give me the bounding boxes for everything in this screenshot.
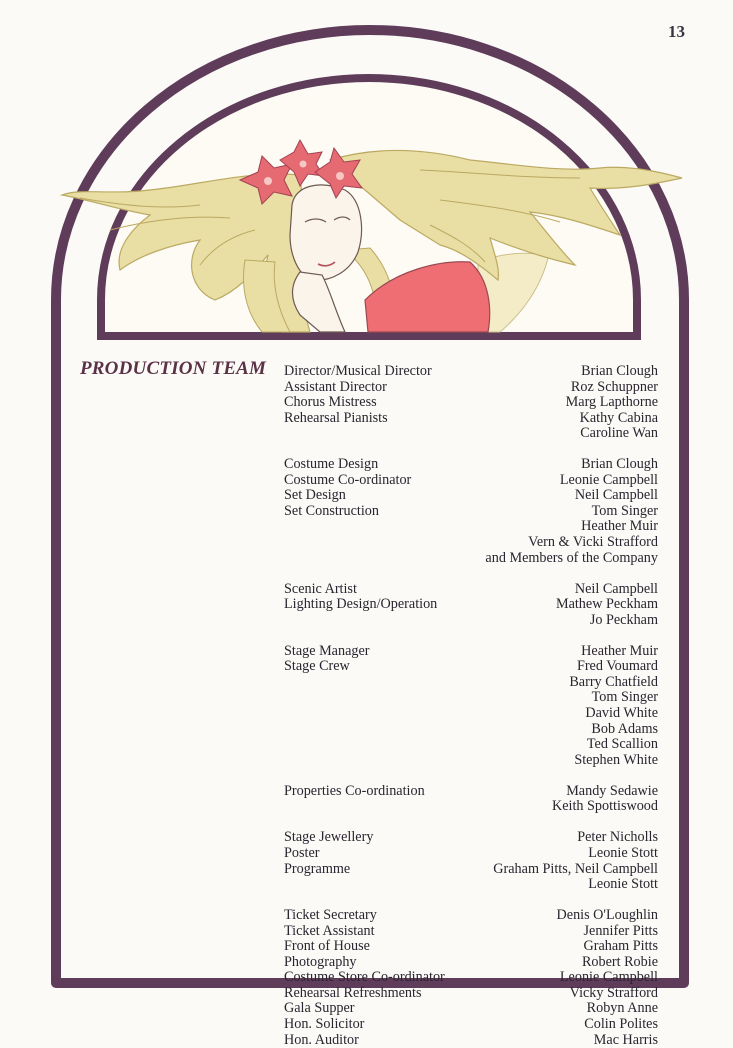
credit-role: Hon. Auditor (284, 1031, 359, 1048)
credit-row (284, 535, 658, 551)
credit-role: Ticket Secretary (284, 907, 377, 924)
credit-row (284, 722, 658, 738)
credit-role: Stage Crew (284, 658, 350, 675)
credit-row (284, 551, 658, 567)
credit-role: Assistant Director (284, 378, 387, 395)
credit-role: Poster (284, 844, 320, 861)
credit-name: Marg Lapthorne (565, 394, 658, 411)
credit-role: Hon. Solicitor (284, 1015, 365, 1032)
credit-row (284, 939, 658, 955)
credit-name: Robyn Anne (586, 1000, 658, 1017)
credit-row (284, 582, 658, 598)
credit-role: Stage Manager (284, 642, 370, 659)
credit-row (284, 519, 658, 535)
credit-row (284, 364, 658, 380)
credit-role: Properties Co-ordination (284, 782, 425, 799)
credit-row (284, 644, 658, 660)
credit-row (284, 426, 658, 442)
credit-row (284, 830, 658, 846)
credit-name: Brian Clough (581, 456, 658, 473)
page-number: 13 (668, 22, 685, 41)
credit-name: Denis O'Loughlin (556, 907, 658, 924)
credit-name: Brian Clough (581, 363, 658, 379)
credit-row (284, 924, 658, 940)
credit-role: Costume Co-ordinator (284, 471, 412, 488)
credit-role: Front of House (284, 938, 370, 955)
credits-list (284, 364, 658, 1048)
credit-row (284, 395, 658, 411)
credit-role: Programme (284, 860, 351, 877)
credit-name: Graham Pitts, Neil Campbell (493, 860, 658, 877)
credit-row (284, 613, 658, 629)
credit-row (284, 862, 658, 878)
credit-name: Mandy Sedawie (566, 782, 658, 799)
credit-name: Jo Peckham (589, 611, 658, 628)
credit-name: Graham Pitts (583, 938, 658, 955)
credit-name: Neil Campbell (574, 580, 658, 597)
credit-name: Tom Singer (591, 502, 658, 519)
credit-name: Leonie Stott (588, 844, 658, 861)
credit-row (284, 706, 658, 722)
credit-row (284, 908, 658, 924)
credit-row (284, 457, 658, 473)
credit-role: Set Design (284, 487, 346, 504)
credit-name: Barry Chatfield (569, 673, 658, 690)
credit-name: Bob Adams (591, 720, 658, 737)
credit-name: Heather Muir (581, 642, 658, 659)
credit-role: Rehearsal Refreshments (284, 984, 422, 1001)
credit-name: Kathy Cabina (579, 409, 658, 426)
credit-role: Stage Jewellery (284, 829, 374, 846)
credit-row (284, 659, 658, 675)
credit-row (284, 737, 658, 753)
credit-row (284, 488, 658, 504)
credit-role: Lighting Design/Operation (284, 596, 438, 613)
credit-row (284, 1033, 658, 1048)
credit-role: Costume Store Co-ordinator (284, 969, 445, 986)
credit-row (284, 411, 658, 427)
credit-name: Vern & Vicki Strafford (528, 534, 658, 551)
credit-name: Vicky Strafford (569, 984, 658, 1001)
credit-role: Scenic Artist (284, 580, 357, 597)
credit-row (284, 380, 658, 396)
credit-role: Costume Design (284, 456, 379, 473)
credit-row (284, 753, 658, 769)
credit-name: Keith Spottiswood (551, 798, 658, 815)
credit-name: Roz Schuppner (570, 378, 658, 395)
credit-row (284, 675, 658, 691)
credit-row (284, 597, 658, 613)
credit-row (284, 799, 658, 815)
credit-role: Photography (284, 953, 357, 970)
credit-name: Mac Harris (593, 1031, 658, 1048)
credit-role: Gala Supper (284, 1000, 355, 1017)
credit-row (284, 846, 658, 862)
credit-role: Chorus Mistress (284, 394, 377, 411)
credit-name: Stephen White (574, 751, 658, 768)
credit-role: Director/Musical Director (284, 363, 432, 379)
credit-name: Mathew Peckham (555, 596, 658, 613)
credit-name: Robert Robie (581, 953, 658, 970)
credit-name: Leonie Stott (588, 876, 658, 893)
credit-row (284, 986, 658, 1002)
credit-row (284, 877, 658, 893)
credit-row (284, 970, 658, 986)
credit-row (284, 473, 658, 489)
credit-role: Rehearsal Pianists (284, 409, 388, 426)
credit-name: Tom Singer (591, 689, 658, 706)
section-title: PRODUCTION TEAM (80, 358, 267, 379)
credit-row (284, 784, 658, 800)
credit-name: Caroline Wan (580, 425, 658, 442)
credit-name: David White (585, 705, 658, 722)
credit-name: Ted Scallion (586, 736, 658, 753)
credit-name: Heather Muir (581, 518, 658, 535)
credit-name: Jennifer Pitts (583, 922, 658, 939)
credit-name: Leonie Campbell (559, 471, 658, 488)
credit-row (284, 1001, 658, 1017)
credit-row (284, 955, 658, 971)
credit-role: Set Construction (284, 502, 379, 519)
credit-role: Ticket Assistant (284, 922, 375, 939)
credit-name: Peter Nicholls (577, 829, 658, 846)
credit-name: Fred Voumard (576, 658, 658, 675)
credit-name: Leonie Campbell (559, 969, 658, 986)
credit-name: and Members of the Company (485, 549, 658, 566)
credit-row (284, 1017, 658, 1033)
credit-row (284, 690, 658, 706)
credit-name: Neil Campbell (574, 487, 658, 504)
credit-row (284, 504, 658, 520)
credit-name: Colin Polites (584, 1015, 658, 1032)
